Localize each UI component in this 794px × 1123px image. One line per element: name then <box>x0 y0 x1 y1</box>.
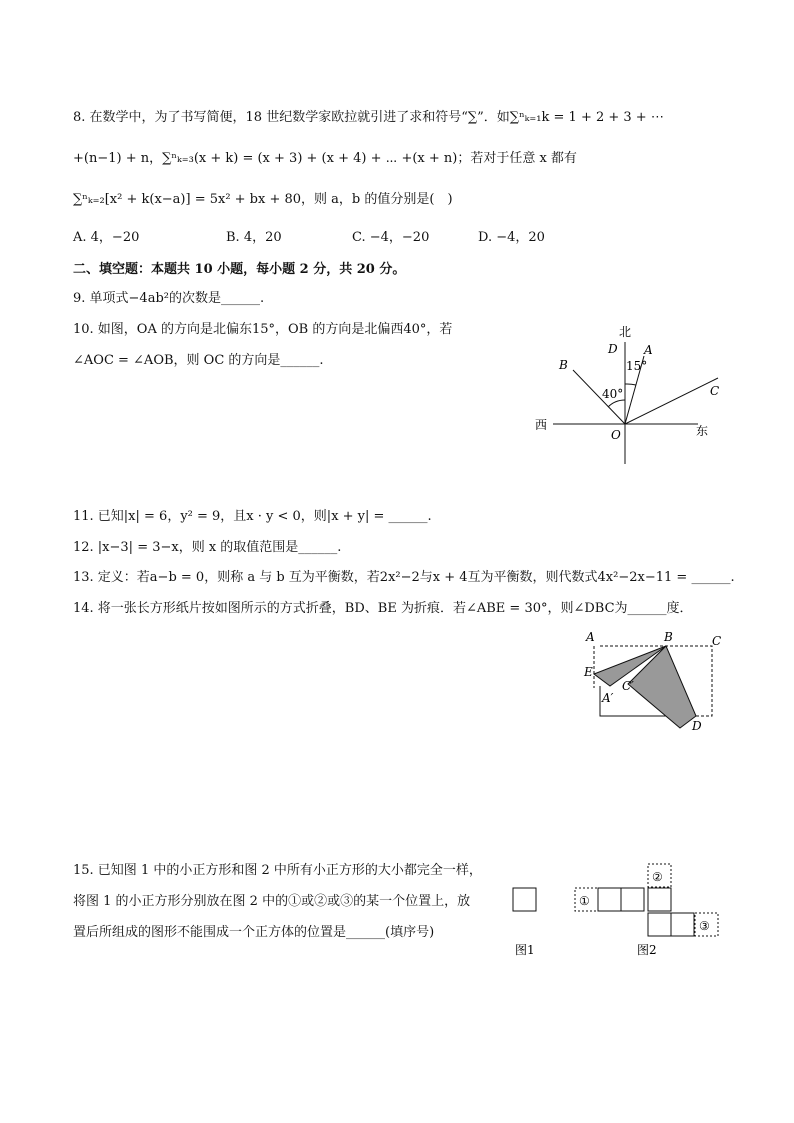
q14-label-e: E <box>584 665 593 679</box>
q10-label-40: 40° <box>602 387 624 401</box>
q10-figure <box>530 322 730 472</box>
q10-label-a: A <box>644 343 653 357</box>
q14-label-c: C <box>712 634 722 648</box>
q15-fig2-square <box>648 888 671 911</box>
q10-label-c: C <box>710 384 720 398</box>
q8-line3: ∑ⁿₖ₌₂[x² + k(x−a)] = 5x² + bx + 80，则 a，b 的值分别是( ) <box>73 192 453 207</box>
q8-option-d: D. −4，20 <box>478 230 545 245</box>
q10-label-west: 西 <box>535 418 548 432</box>
q12-text: 12. |x−3| = 3−x，则 x 的取值范围是______. <box>73 540 342 555</box>
q10-arc-40 <box>608 400 625 407</box>
q10-line2: ∠AOC = ∠AOB，则 OC 的方向是______. <box>73 353 324 368</box>
q14-text: 14. 将一张长方形纸片按如图所示的方式折叠，BD、BE 为折痕．若∠ABE = 30°，则∠DBC为______度． <box>73 601 693 616</box>
q11-text: 11. 已知|x| = 6，y² = 9，且x · y < 0，则|x + y| = ______. <box>73 509 432 524</box>
q10-line1: 10. 如图，OA 的方向是北偏东15°，OB 的方向是北偏西40°，若 <box>73 322 453 337</box>
q10-label-15: 15° <box>626 359 648 373</box>
q14-label-cprime: C′ <box>622 679 634 693</box>
q15-fig1-label: 图1 <box>515 943 535 957</box>
q15-pos3-label: ③ <box>699 919 710 933</box>
q14-label-b: B <box>664 630 673 644</box>
q15-fig2-square <box>621 888 644 911</box>
q10-ray-oc <box>625 378 718 424</box>
q10-label-o: O <box>611 428 621 442</box>
q10-label-east: 东 <box>696 424 709 438</box>
q15-pos1-label: ① <box>579 894 590 908</box>
q14-figure <box>580 628 730 738</box>
q8-line1: 8. 在数学中，为了书写简便，18 世纪数学家欧拉就引进了求和符号“∑”．如∑ⁿₖ₌₁k = 1 + 2 + 3 + ⋯ <box>73 110 664 125</box>
q10-arc-15 <box>625 384 636 385</box>
q14-label-d: D <box>692 719 702 733</box>
q15-line3: 置后所组成的图形不能围成一个正方体的位置是______(填序号) <box>73 925 435 940</box>
q15-fig2-square <box>598 888 621 911</box>
q15-figure <box>505 858 725 968</box>
q8-option-a: A. 4，−20 <box>73 230 140 245</box>
q13-text: 13. 定义：若a−b = 0，则称 a 与 b 互为平衡数，若2x²−2与x + 4互为平衡数，则代数式4x²−2x−11 = ______. <box>73 570 735 585</box>
q15-line2: 将图 1 的小正方形分别放在图 2 中的①或②或③的某一个位置上，放 <box>73 894 471 909</box>
q10-label-d: D <box>608 342 618 356</box>
q14-label-a: A <box>586 630 595 644</box>
q15-pos2-label: ② <box>652 870 663 884</box>
q15-fig1-square <box>513 888 536 911</box>
q9-text: 9. 单项式−4ab²的次数是______. <box>73 291 265 306</box>
q8-option-c: C. −4，−20 <box>352 230 430 245</box>
q10-label-b: B <box>559 358 568 372</box>
q15-fig2-label: 图2 <box>637 943 657 957</box>
q15-fig2-square <box>648 913 671 936</box>
section2-header: 二、填空题：本题共 10 小题，每小题 2 分，共 20 分。 <box>73 262 406 277</box>
q14-label-aprime: A′ <box>602 691 614 705</box>
q8-option-b: B. 4，20 <box>226 230 282 245</box>
q15-fig2-square <box>671 913 694 936</box>
q15-line1: 15. 已知图 1 中的小正方形和图 2 中所有小正方形的大小都完全一样， <box>73 863 482 878</box>
q8-line2: +(n−1) + n，∑ⁿₖ₌₃(x + k) = (x + 3) + (x + 4) + ⋯ +(x + n)；若对于任意 x 都有 <box>73 151 577 166</box>
q10-label-north: 北 <box>619 325 632 339</box>
